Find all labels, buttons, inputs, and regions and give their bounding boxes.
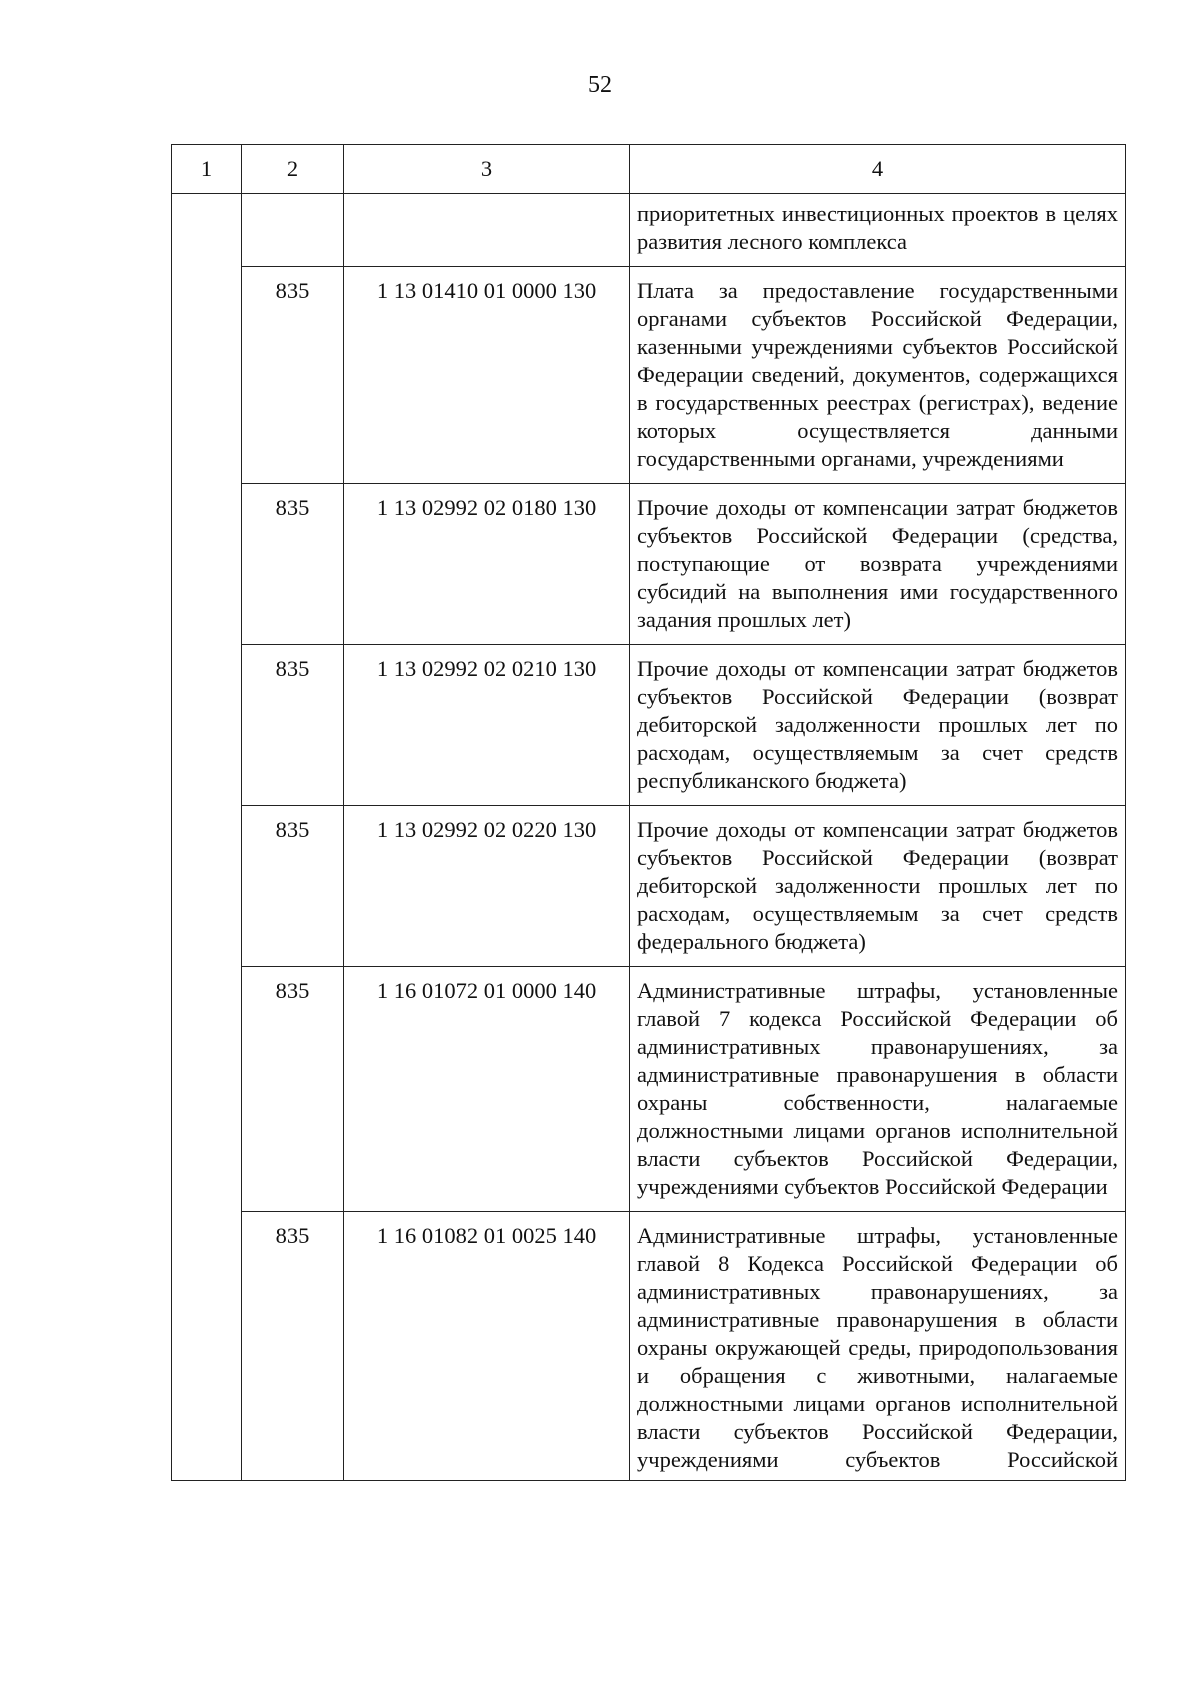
page-number: 52 bbox=[588, 72, 612, 98]
admin-code-cell: 835 bbox=[242, 1212, 344, 1481]
revenue-code-cell: 1 16 01072 01 0000 140 bbox=[344, 967, 630, 1212]
revenue-code-cell bbox=[344, 194, 630, 267]
table-row bbox=[172, 967, 1126, 1212]
table-row bbox=[172, 1212, 1126, 1481]
admin-code-cell: 835 bbox=[242, 267, 344, 484]
revenue-code-cell: 1 13 02992 02 0210 130 bbox=[344, 645, 630, 806]
admin-code-cell: 835 bbox=[242, 484, 344, 645]
revenue-code-cell: 1 13 02992 02 0180 130 bbox=[344, 484, 630, 645]
revenue-code-cell: 1 16 01082 01 0025 140 bbox=[344, 1212, 630, 1481]
admin-code-cell: 835 bbox=[242, 967, 344, 1212]
header-col-4: 4 bbox=[630, 145, 1126, 194]
revenue-code-cell: 1 13 02992 02 0220 130 bbox=[344, 806, 630, 967]
description-cell: Административные штрафы, установленные главой 8 Кодекса Российской Федерации об административных правонарушениях, за административные правонарушения в области охраны окружающей среды, природопользования и обращения с животными, налагаемые должностными лицами органов исполнительной власти субъектов Российской Федерации, учреждениями субъектов Российской bbox=[630, 1212, 1126, 1481]
table-row bbox=[172, 267, 1126, 484]
description-cell: Административные штрафы, установленные главой 7 кодекса Российской Федерации об административных правонарушениях, за административные правонарушения в области охраны собственности, налагаемые должностными лицами органов исполнительной власти субъектов Российской Федерации, учреждениями субъектов Российской Федерации bbox=[630, 967, 1126, 1212]
description-cell: Плата за предоставление государственными органами субъектов Российской Федерации, казенными учреждениями субъектов Российской Федерации сведений, документов, содержащихся в государственных реестрах (регистрах), ведение которых осуществляется данными государственными органами, учреждениями bbox=[630, 267, 1126, 484]
header-col-2: 2 bbox=[242, 145, 344, 194]
admin-code-cell: 835 bbox=[242, 806, 344, 967]
header-row bbox=[172, 145, 1126, 194]
description-cell: Прочие доходы от компенсации затрат бюджетов субъектов Российской Федерации (возврат дебиторской задолженности прошлых лет по расходам, осуществляемым за счет средств республиканского бюджета) bbox=[630, 645, 1126, 806]
admin-code-cell bbox=[242, 194, 344, 267]
admin-code-cell: 835 bbox=[242, 645, 344, 806]
header-col-3: 3 bbox=[344, 145, 630, 194]
col-1-merged-cell bbox=[172, 194, 242, 1481]
description-cell: Прочие доходы от компенсации затрат бюджетов субъектов Российской Федерации (средства, поступающие от возврата учреждениями субсидий на выполнения ими государственного задания прошлых лет) bbox=[630, 484, 1126, 645]
description-cell: приоритетных инвестиционных проектов в целях развития лесного комплекса bbox=[630, 194, 1126, 267]
revenue-codes-table bbox=[171, 144, 1126, 1481]
table-row bbox=[172, 194, 1126, 267]
revenue-code-cell: 1 13 01410 01 0000 130 bbox=[344, 267, 630, 484]
description-cell: Прочие доходы от компенсации затрат бюджетов субъектов Российской Федерации (возврат дебиторской задолженности прошлых лет по расходам, осуществляемым за счет средств федерального бюджета) bbox=[630, 806, 1126, 967]
table-row bbox=[172, 645, 1126, 806]
table-row bbox=[172, 806, 1126, 967]
table-row bbox=[172, 484, 1126, 645]
header-col-1: 1 bbox=[172, 145, 242, 194]
